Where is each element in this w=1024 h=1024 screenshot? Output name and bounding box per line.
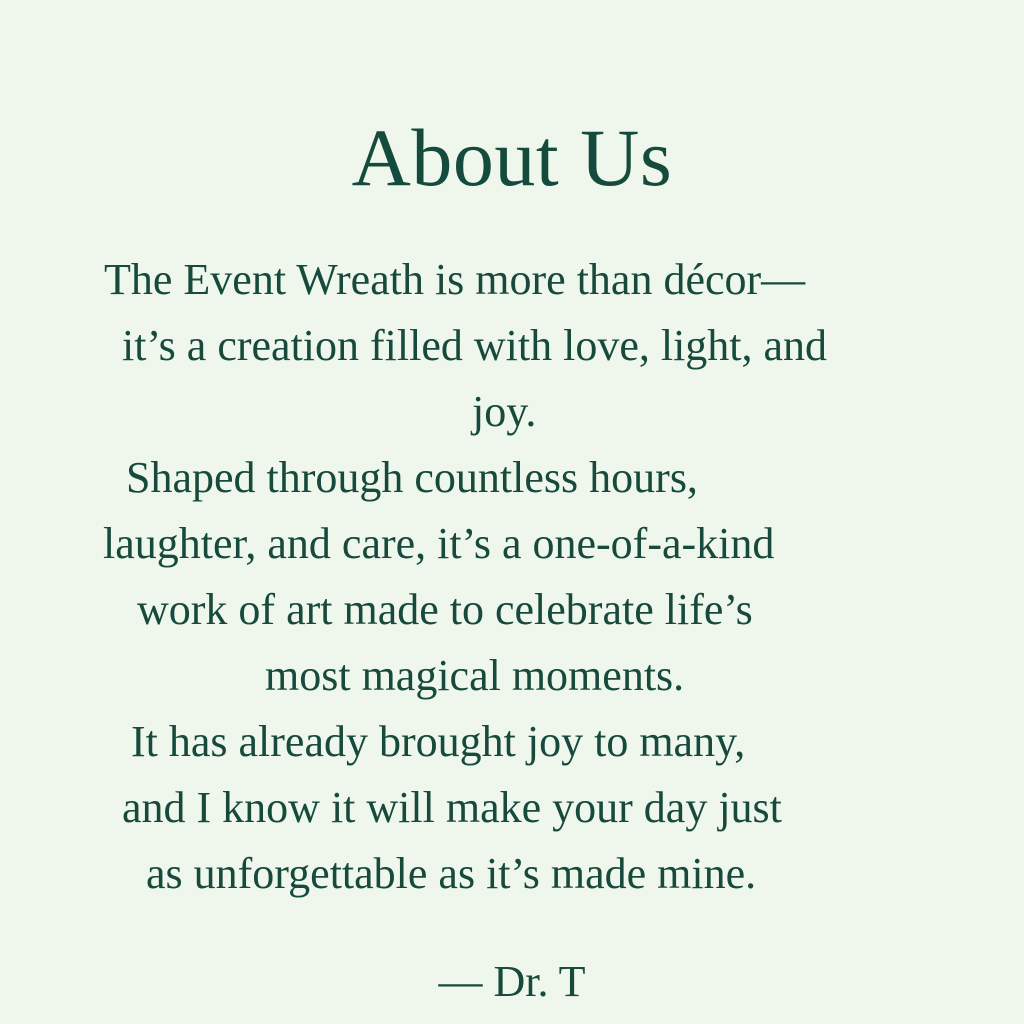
body-line-10: as unforgettable as it’s made mine. — [146, 849, 757, 898]
body-line-9: and I know it will make your day just — [122, 783, 782, 832]
body-line-5: laughter, and care, it’s a one-of-a-kind — [103, 519, 775, 568]
body-line-7: most magical moments. — [265, 651, 685, 700]
body-line-8: It has already brought joy to many, — [131, 717, 746, 766]
signature: — Dr. T — [438, 957, 586, 1006]
body-line-3: joy. — [472, 387, 537, 436]
page-title: About Us — [351, 112, 673, 203]
body-line-2: it’s a creation filled with love, light, and — [122, 321, 828, 370]
body-line-1: The Event Wreath is more than décor— — [104, 255, 806, 304]
body-line-6: work of art made to celebrate life’s — [137, 585, 753, 634]
body-line-4: Shaped through countless hours, — [126, 453, 698, 502]
